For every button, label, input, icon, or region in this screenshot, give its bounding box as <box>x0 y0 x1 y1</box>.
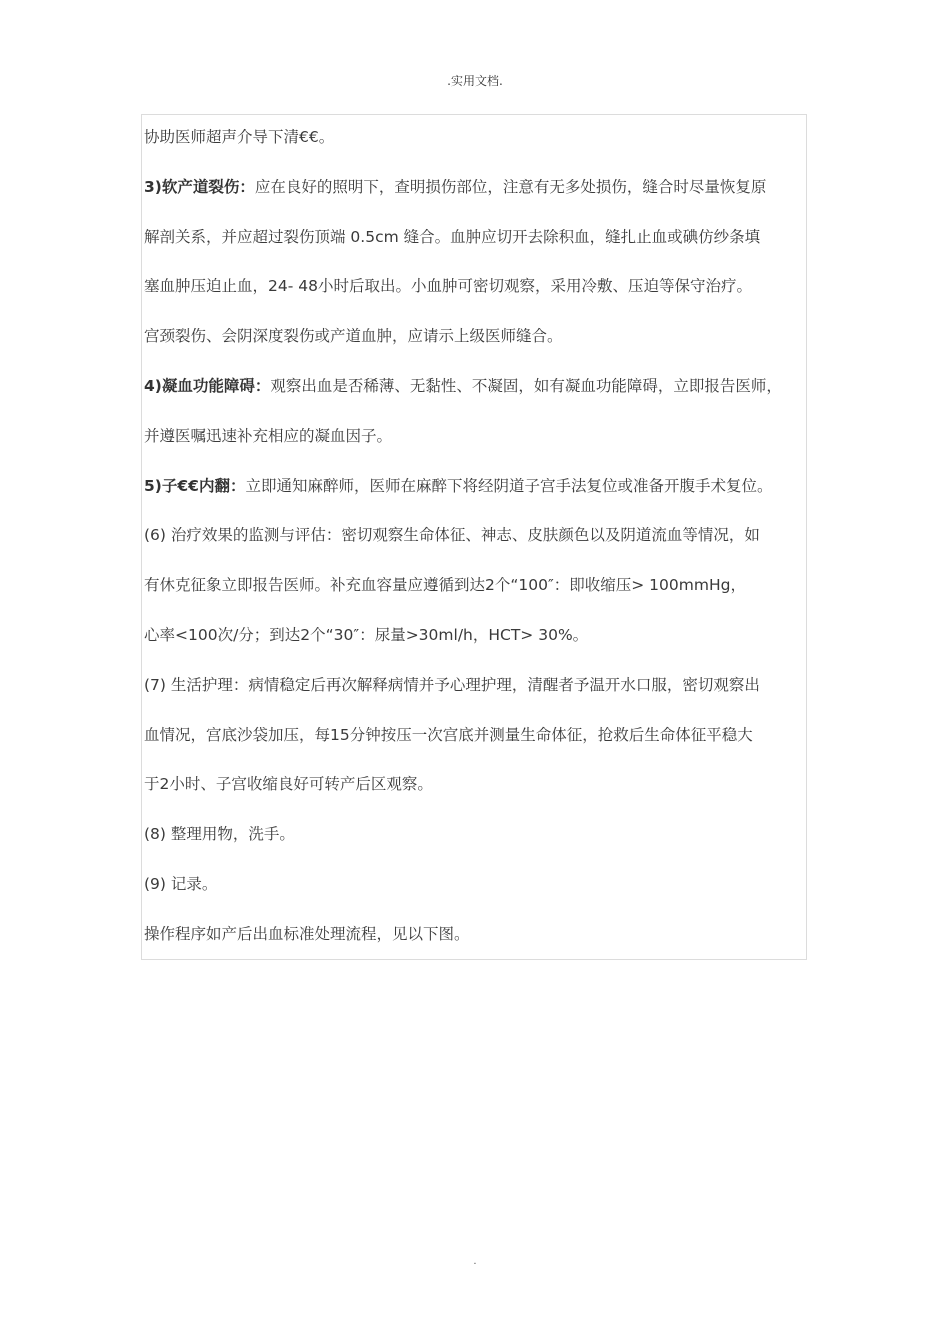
text-line-10: 有休克征象立即报告医师。补充血容量应遵循到达2个“100″：即收缩压> 100mmHg， <box>144 576 746 595</box>
page-header: .实用文档. <box>447 74 503 88</box>
text-line-4: 塞血肿压迫止血，24- 48小时后取出。小血肿可密切观察，采用冷敷、压迫等保守治疗。 <box>144 277 752 296</box>
text-line-11: 心率<100次/分；到达2个“30″：尿量>30ml/h，HCT> 30%。 <box>144 625 589 644</box>
text-line-8: 5)子€€内翻：立即通知麻醉师，医师在麻醉下将经阴道子宫手法复位或准备开腹手术复位。 <box>144 476 773 495</box>
text-line-16: (9) 记录。 <box>144 874 218 893</box>
heading-soft-birth-canal: 3)软产道裂伤： <box>144 177 255 196</box>
text-line-12: (7) 生活护理：病情稳定后再次解释病情并予心理护理，清醒者予温开水口服，密切观察出 <box>144 675 760 694</box>
text-line-7: 并遵医嘱迅速补充相应的凝血因子。 <box>144 426 393 445</box>
text-line-3: 解剖关系，并应超过裂伤顶端 0.5cm 缝合。血肿应切开去除积血，缝扎止血或碘仿纱条填 <box>144 227 761 246</box>
text-line-1: 协助医师超声介导下清€€。 <box>144 128 335 146</box>
document-body <box>144 120 812 967</box>
text-line-9: (6) 治疗效果的监测与评估：密切观察生命体征、神志、皮肤颜色以及阴道流血等情况，如 <box>144 526 760 545</box>
page-footer: . <box>473 1256 477 1267</box>
text-line-5: 宫颈裂伤、会阴深度裂伤或产道血肿，应请示上级医师缝合。 <box>144 327 563 346</box>
text-line-6: 4)凝血功能障碍：观察出血是否稀薄、无黏性、不凝固，如有凝血功能障碍，立即报告医师， <box>144 376 782 395</box>
text-line-17: 操作程序如产后出血标准处理流程，见以下图。 <box>144 924 470 943</box>
text-line-15: (8) 整理用物，洗手。 <box>144 825 295 844</box>
heading-coagulation: 4)凝血功能障碍： <box>144 376 271 395</box>
text-line-14: 于2小时、子宫收缩良好可转产后区观察。 <box>144 775 433 794</box>
heading-uterine-inversion: 5)子€€内翻： <box>144 476 246 495</box>
text-line-2: 3)软产道裂伤：应在良好的照明下，查明损伤部位，注意有无多处损伤，缝合时尽量恢复原 <box>144 177 767 196</box>
text-line-13: 血情况，宫底沙袋加压，每15分钟按压一次宫底并测量生命体征，抢救后生命体征平稳大 <box>144 725 753 744</box>
